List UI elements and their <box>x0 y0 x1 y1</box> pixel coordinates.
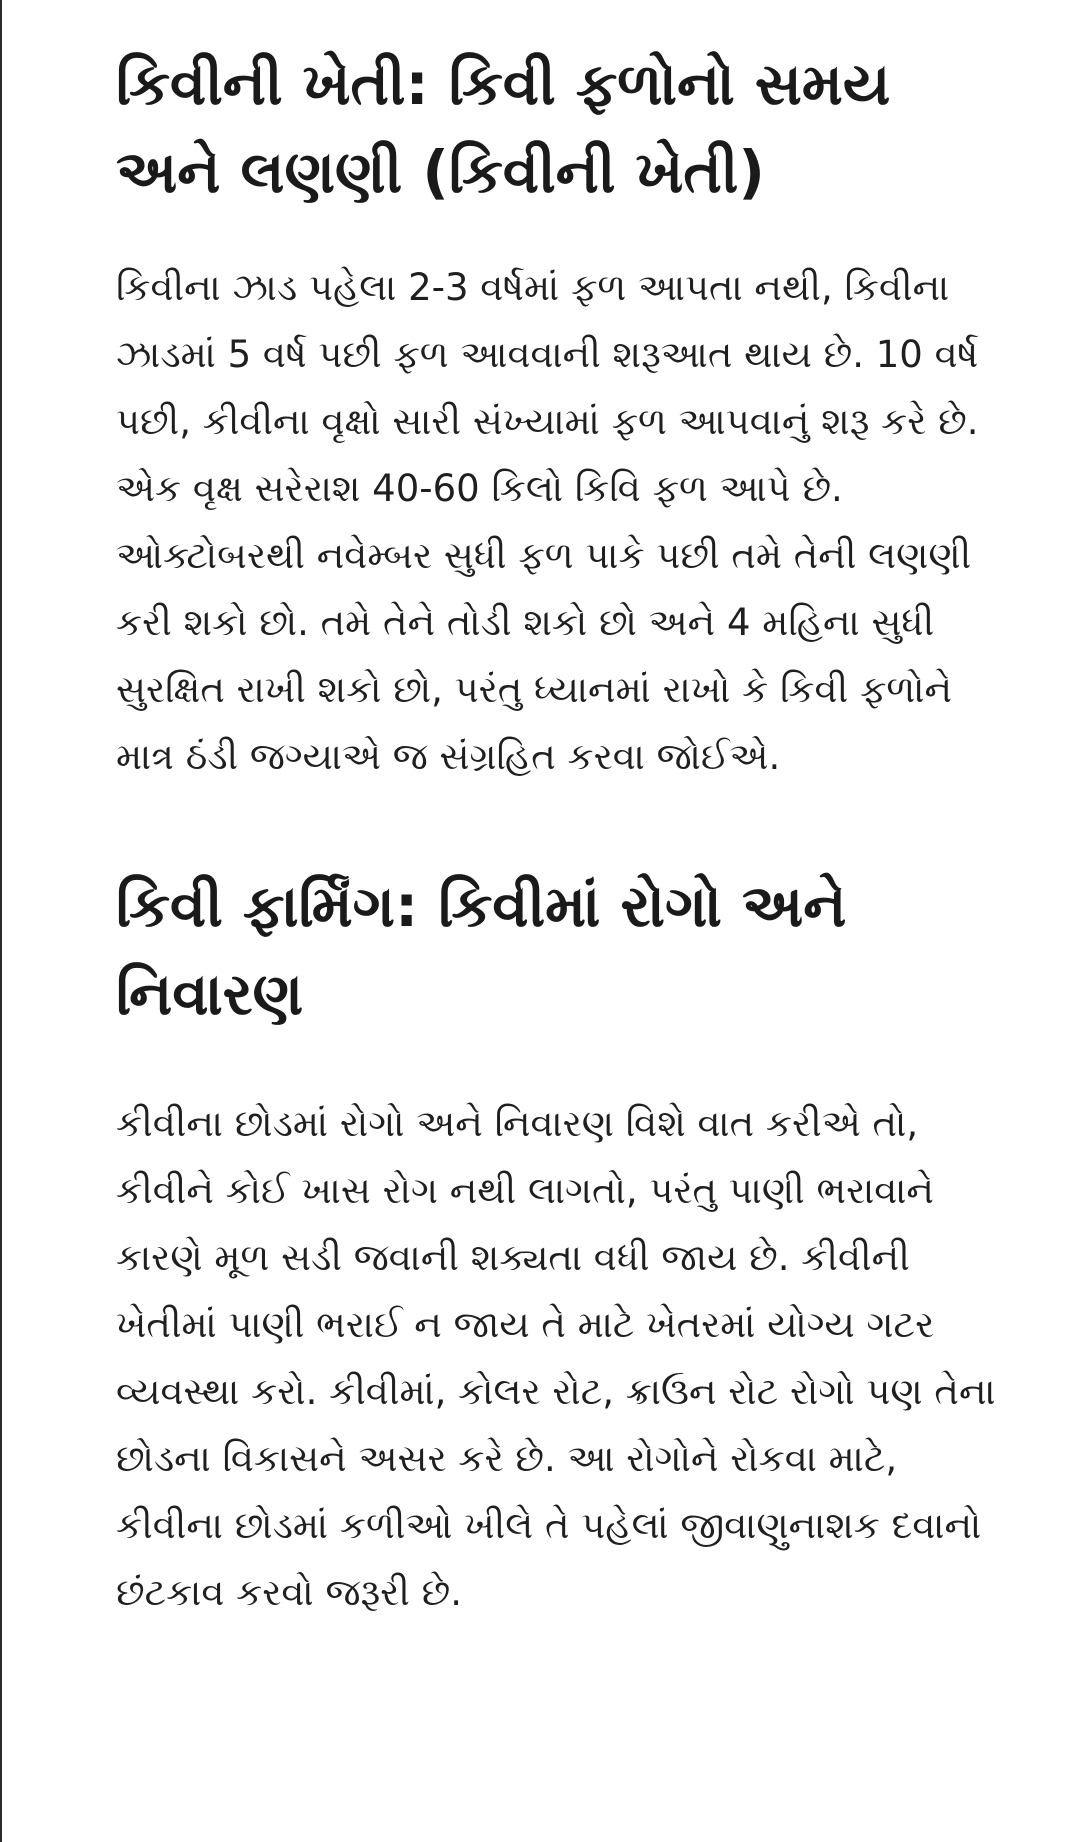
section-harvest <box>116 40 996 790</box>
page-left-border <box>0 0 2 1842</box>
section-paragraph-harvest: કિવીના ઝાડ પહેલા 2-3 વર્ષમાં ફળ આપતા નથી, કિવીના ઝાડમાં 5 વર્ષ પછી ફળ આવવાની શરૂઆત થાય છે. 10 વર્ષ પછી, કીવીના વૃક્ષો સારી સંખ્યામાં ફળ આપવાનું શરૂ કરે છે. એક વૃક્ષ સરેરાશ 40-60 કિલો કિવિ ફળ આપે છે. ઓક્ટોબરથી નવેમ્બર સુધી ફળ પાકે પછી તમે તેની લણણી કરી શકો છો. તમે તેને તોડી શકો છો અને 4 મહિના સુધી સુરક્ષિત રાખી શકો છો, પરંતુ ધ્યાનમાં રાખો કે કિવી ફળોને માત્ર ઠંડી જગ્યાએ જ સંગ્રહિત કરવા જોઈએ. <box>116 266 979 778</box>
section-heading-diseases: કિવી ફાર્મિંગ: કિવીમાં રોગો અને નિવારણ <box>116 872 847 1028</box>
section-diseases <box>116 862 996 1626</box>
section-paragraph-diseases: કીવીના છોડમાં રોગો અને નિવારણ વિશે વાત કરીએ તો, કીવીને કોઈ ખાસ રોગ નથી લાગતો, પરંતુ પાણી ભરાવાને કારણે મૂળ સડી જવાની શક્યતા વધી જાય છે. કીવીની ખેતીમાં પાણી ભરાઈ ન જાય તે માટે ખેતરમાં યોગ્ય ગટર વ્યવસ્થા કરો. કીવીમાં, કોલર રોટ, ક્રાઉન રોટ રોગો પણ તેના છોડના વિકાસને અસર કરે છે. આ રોગોને રોકવા માટે, કીવીના છોડમાં કળીઓ ખીલે તે પહેલાં જીવાણુનાશક દવાનો છંટકાવ કરવો જરૂરી છે. <box>116 1102 996 1614</box>
article-body <box>116 40 996 1626</box>
section-heading-harvest: કિવીની ખેતી: કિવી ફળોનો સમય અને લણણી (કિવીની ખેતી) <box>116 50 891 206</box>
